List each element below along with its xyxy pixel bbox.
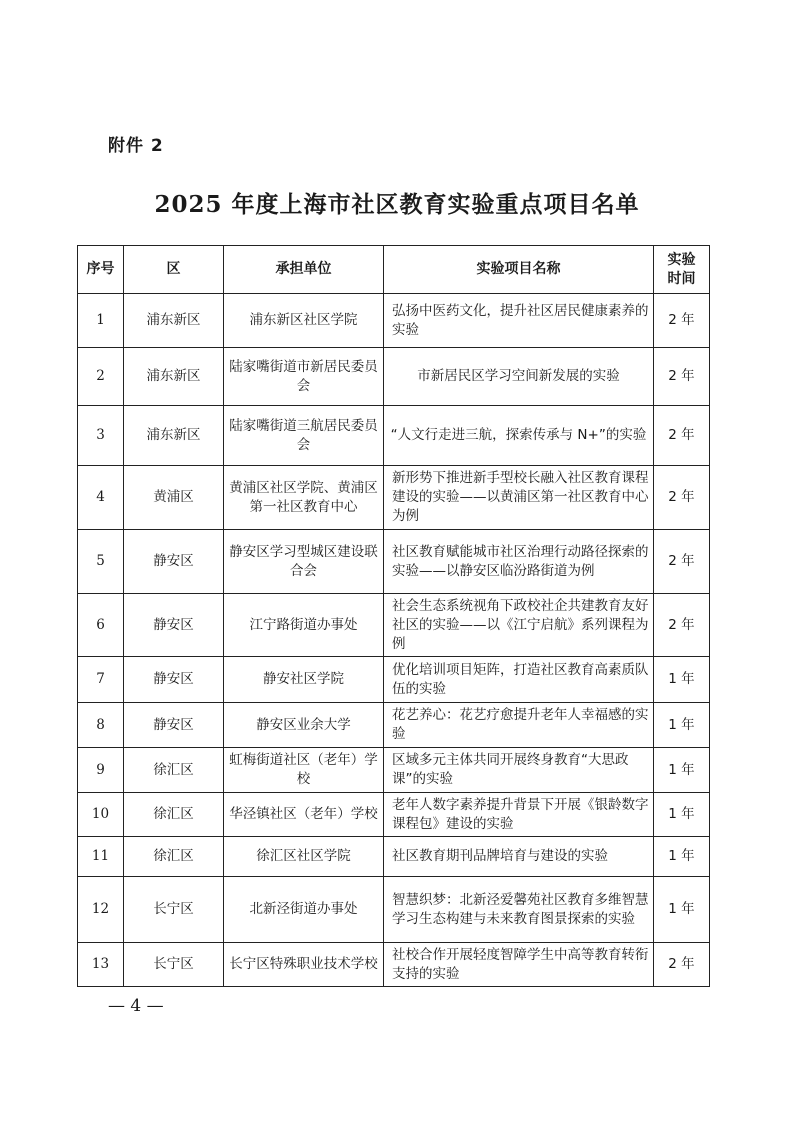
- row-unit: 陆家嘴街道市新居民委员会: [224, 348, 384, 406]
- row-district: 长宁区: [124, 877, 224, 943]
- row-unit: 浦东新区社区学院: [224, 294, 384, 348]
- row-no: 7: [78, 657, 124, 703]
- row-unit: 虹梅街道社区（老年）学校: [224, 748, 384, 793]
- document-title: 2025 年度上海市社区教育实验重点项目名单: [154, 191, 640, 218]
- row-no: 6: [78, 594, 124, 657]
- row-no: 9: [78, 748, 124, 793]
- row-time: 1 年: [654, 793, 710, 837]
- row-no: 5: [78, 530, 124, 594]
- row-project: 市新居民区学习空间新发展的实验: [384, 348, 654, 406]
- table-row: [78, 793, 710, 837]
- table-row: [78, 466, 710, 530]
- row-time: 2 年: [654, 594, 710, 657]
- page-number: — 4 —: [108, 996, 164, 1016]
- table-row: [78, 294, 710, 348]
- table-row: [78, 530, 710, 594]
- row-unit: 黄浦区社区学院、黄浦区第一社区教育中心: [224, 466, 384, 530]
- table-header-row: [78, 246, 710, 294]
- table-row: [78, 348, 710, 406]
- row-no: 4: [78, 466, 124, 530]
- row-project: 老年人数字素养提升背景下开展《银龄数字课程包》建设的实验: [384, 793, 654, 837]
- row-project: 弘扬中医药文化，提升社区居民健康素养的实验: [384, 294, 654, 348]
- row-unit: 静安社区学院: [224, 657, 384, 703]
- row-district: 静安区: [124, 594, 224, 657]
- row-time: 1 年: [654, 877, 710, 943]
- header-unit: 承担单位: [224, 246, 384, 294]
- table-row: [78, 943, 710, 987]
- header-no: 序号: [78, 246, 124, 294]
- row-unit: 静安区学习型城区建设联合会: [224, 530, 384, 594]
- table-row: [78, 877, 710, 943]
- row-no: 11: [78, 837, 124, 877]
- table-row: [78, 837, 710, 877]
- table-row: [78, 406, 710, 466]
- row-district: 徐汇区: [124, 748, 224, 793]
- row-no: 12: [78, 877, 124, 943]
- row-time: 1 年: [654, 703, 710, 748]
- row-unit: 徐汇区社区学院: [224, 837, 384, 877]
- row-no: 13: [78, 943, 124, 987]
- header-time: 实验 时间: [654, 246, 710, 294]
- row-district: 徐汇区: [124, 793, 224, 837]
- row-unit: 北新泾街道办事处: [224, 877, 384, 943]
- row-time: 2 年: [654, 348, 710, 406]
- row-district: 浦东新区: [124, 348, 224, 406]
- row-no: 3: [78, 406, 124, 466]
- row-project: 社会生态系统视角下政校社企共建教育友好社区的实验——以《江宁启航》系列课程为例: [384, 594, 654, 657]
- row-no: 10: [78, 793, 124, 837]
- row-time: 2 年: [654, 943, 710, 987]
- row-time: 1 年: [654, 837, 710, 877]
- row-time: 2 年: [654, 466, 710, 530]
- attachment-label: 附件 2: [108, 136, 164, 156]
- row-district: 黄浦区: [124, 466, 224, 530]
- row-project: “人文行走进三航，探索传承与 N+”的实验: [384, 406, 654, 466]
- row-time: 1 年: [654, 657, 710, 703]
- row-district: 静安区: [124, 703, 224, 748]
- row-unit: 长宁区特殊职业技术学校: [224, 943, 384, 987]
- header-district: 区: [124, 246, 224, 294]
- row-unit: 陆家嘴街道三航居民委员会: [224, 406, 384, 466]
- row-district: 浦东新区: [124, 294, 224, 348]
- row-project: 优化培训项目矩阵，打造社区教育高素质队伍的实验: [384, 657, 654, 703]
- row-project: 社区教育赋能城市社区治理行动路径探索的实验——以静安区临汾路街道为例: [384, 530, 654, 594]
- table-row: [78, 657, 710, 703]
- row-district: 徐汇区: [124, 837, 224, 877]
- row-district: 浦东新区: [124, 406, 224, 466]
- row-project: 区域多元主体共同开展终身教育“大思政课”的实验: [384, 748, 654, 793]
- row-unit: 华泾镇社区（老年）学校: [224, 793, 384, 837]
- table-row: [78, 703, 710, 748]
- header-project: 实验项目名称: [384, 246, 654, 294]
- row-no: 2: [78, 348, 124, 406]
- row-unit: 江宁路街道办事处: [224, 594, 384, 657]
- row-district: 长宁区: [124, 943, 224, 987]
- row-project: 社区教育期刊品牌培育与建设的实验: [384, 837, 654, 877]
- row-time: 2 年: [654, 294, 710, 348]
- row-time: 2 年: [654, 406, 710, 466]
- row-project: 智慧织梦：北新泾爱馨苑社区教育多维智慧学习生态构建与未来教育图景探索的实验: [384, 877, 654, 943]
- table-row: [78, 594, 710, 657]
- row-project: 新形势下推进新手型校长融入社区教育课程建设的实验——以黄浦区第一社区教育中心为例: [384, 466, 654, 530]
- row-no: 8: [78, 703, 124, 748]
- table-row: [78, 748, 710, 793]
- row-project: 社校合作开展轻度智障学生中高等教育转衔支持的实验: [384, 943, 654, 987]
- row-district: 静安区: [124, 530, 224, 594]
- row-time: 2 年: [654, 530, 710, 594]
- row-district: 静安区: [124, 657, 224, 703]
- row-unit: 静安区业余大学: [224, 703, 384, 748]
- project-table: [77, 245, 710, 987]
- row-project: 花艺养心：花艺疗愈提升老年人幸福感的实验: [384, 703, 654, 748]
- row-no: 1: [78, 294, 124, 348]
- row-time: 1 年: [654, 748, 710, 793]
